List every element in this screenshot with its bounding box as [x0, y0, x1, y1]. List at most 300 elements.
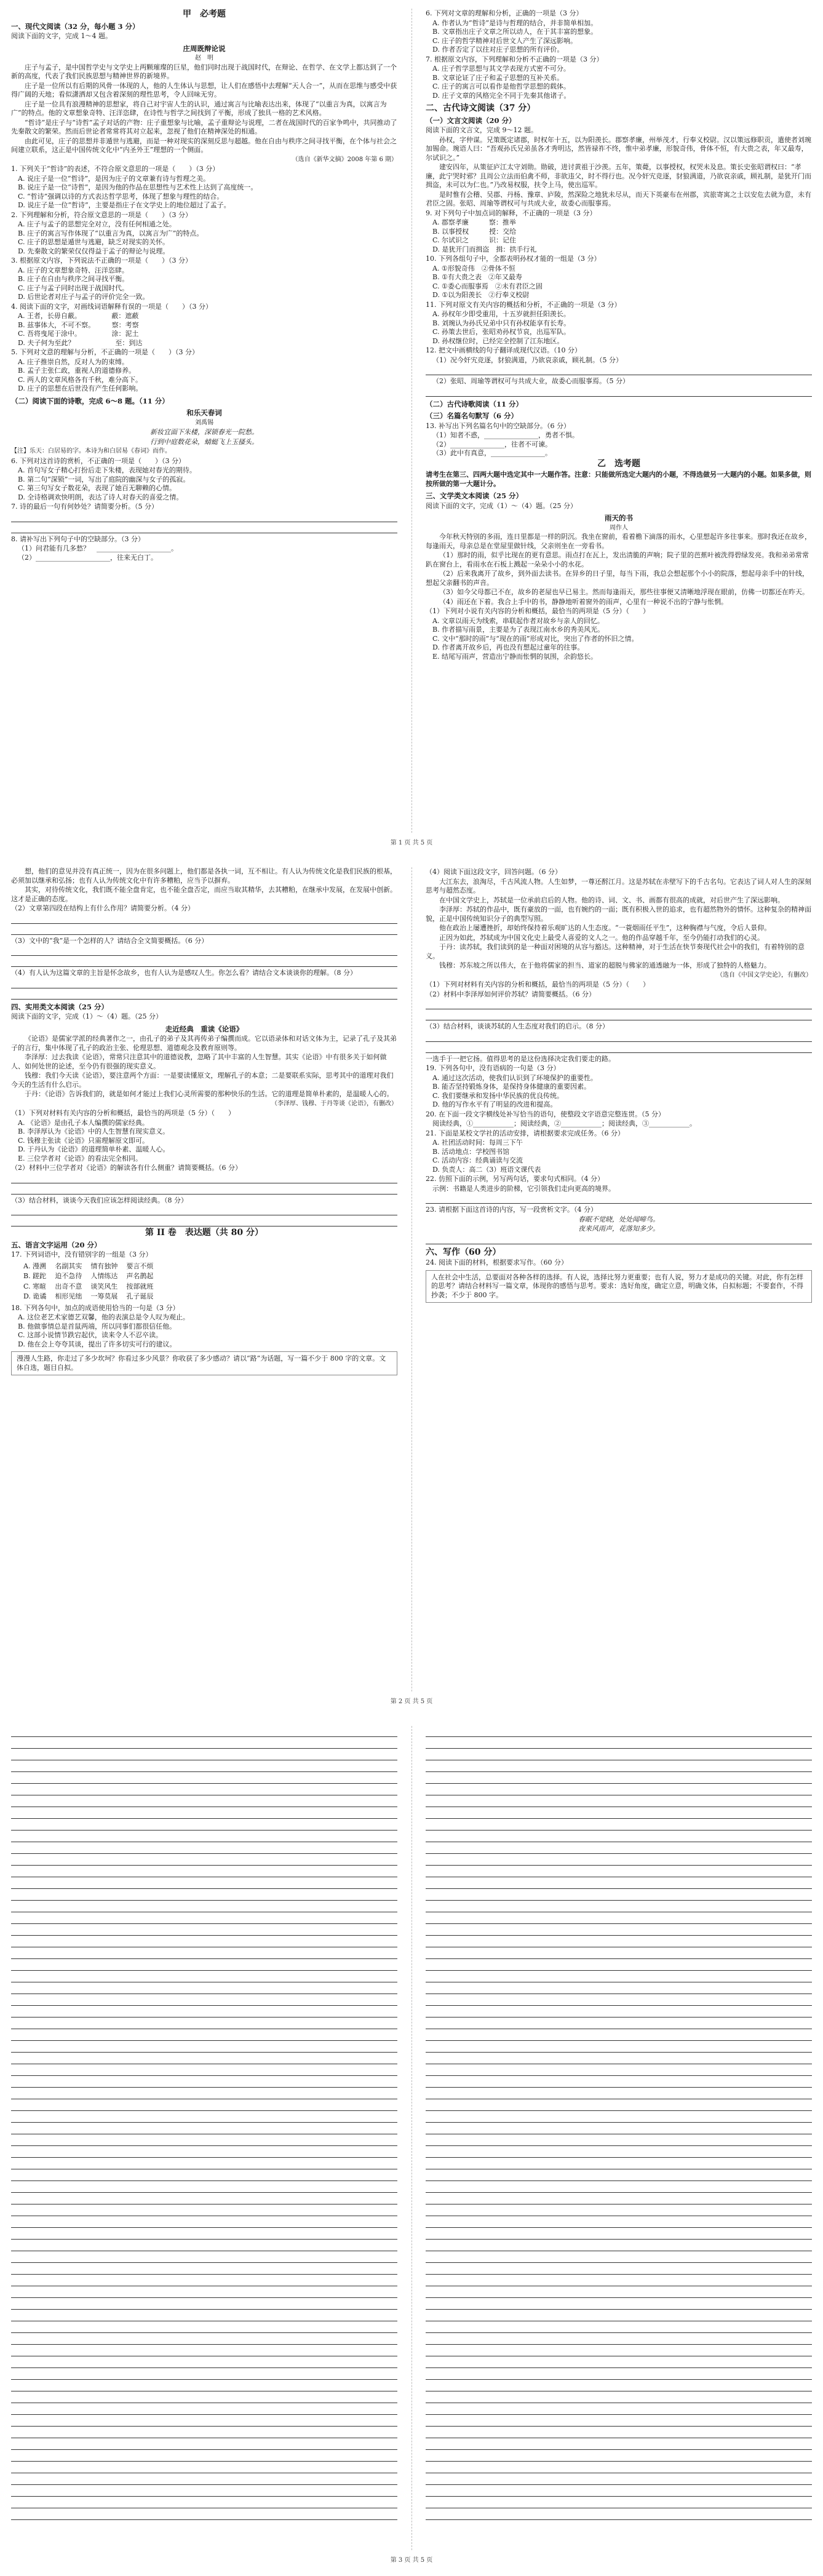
- option: B. 能否坚持锻炼身体，是保持身体健康的重要因素。: [432, 1083, 591, 1091]
- option: B. ①有大贵之表 ②年又最寿: [432, 273, 522, 281]
- answer-line: [11, 1996, 397, 2006]
- answer-line: [426, 2043, 812, 2053]
- table-row: [23, 1282, 162, 1292]
- answer-line: [11, 958, 397, 967]
- answer-line: [11, 2054, 397, 2064]
- answer-line: [426, 2475, 812, 2485]
- answer-line: [11, 1774, 397, 1784]
- option: D. 庄子文章的风格完全不同于先秦其他诸子。: [432, 91, 571, 100]
- answer-line: [11, 1891, 397, 1901]
- answer-line: [11, 2136, 397, 2146]
- translation-item: （1）况今奸宄竞逐，豺狼满道，乃欲哀亲戚，顾礼制。（5 分）: [432, 356, 622, 364]
- answer-line: [426, 2008, 812, 2017]
- option: A. 庄子哲学思想与其文学表现方式密不可分。: [432, 65, 570, 73]
- answer-line: [11, 1206, 397, 1215]
- question: 13. 补写出下列名篇名句中的空缺部分。（6 分）: [426, 421, 570, 430]
- answer-line: [11, 2452, 397, 2462]
- answer-line: [426, 1844, 812, 1854]
- answer-line: [426, 1832, 812, 1842]
- answer-line: [426, 1821, 812, 1831]
- story-paragraph: （4）雨还在下着。我合上手中的书，静静地听着窗外的雨声，心里有一种说不出的宁静与怅惘。: [439, 597, 728, 606]
- option: A. 说庄子是一位“哲诗”，是因为庄子的文章兼有诗与哲理之美。: [18, 174, 210, 183]
- answer-line: [11, 2101, 397, 2111]
- answer-line: [426, 2463, 812, 2473]
- article-paragraph: 由此可见，庄子的思想并非遁世与逃避，而是一种对现实的深刻反思与超越。他在自由与秩序之间寻找平衡，在个体与社会之间建立联系，这正是中国传统文化中“内圣外王”理想的一个侧面。: [11, 137, 397, 154]
- article-title: 庄周既辩论说: [183, 44, 226, 53]
- part-two-title: 第 II 卷 表达题（共 80 分）: [145, 1228, 264, 1238]
- essay-prompt-box: [426, 1270, 812, 1303]
- section-heading: 三、文学类文本阅读（25 分）: [426, 491, 523, 500]
- answer-line: [426, 2312, 812, 2321]
- answer-line: [11, 2382, 397, 2391]
- option: C. 第三句写女子数花朵，表现了她百无聊赖的心情。: [18, 484, 177, 492]
- sentence: 一选手于一把它扬。值得思考的是这份选择决定我们要走的路。: [426, 1054, 615, 1063]
- answer-line: [426, 2487, 812, 2497]
- translation-item: （2）张昭、周瑜等谓权可与共成大业，故委心而服事焉。（5 分）: [432, 377, 629, 385]
- subsection-heading: （一）文言文阅读（20 分）: [426, 116, 516, 125]
- answer-line: [426, 2019, 812, 2029]
- answer-line: [426, 2370, 812, 2380]
- option: D. 负责人：高二（3）班语文课代表: [432, 1165, 541, 1174]
- question: 6. 下列对这首诗的赏析，不正确的一项是（ ）（3 分）: [11, 456, 185, 465]
- option: B. 庄子在自由与秩序之间寻找平衡。: [18, 275, 129, 283]
- word-options-table: [23, 1262, 162, 1302]
- answer-line: [11, 2265, 397, 2275]
- article-source: （选自《新华文摘》2008 年第 6 期）: [292, 156, 397, 163]
- page-number: 第 2 页 共 5 页: [390, 1698, 433, 1705]
- option: C. 庄子与孟子同时出现于战国时代。: [18, 284, 129, 292]
- answer-line: [11, 2335, 397, 2345]
- answer-line: [426, 2066, 812, 2076]
- example-text: 示例：书籍是人类进步的阶梯，它引领我们走向更高的境界。: [432, 1184, 615, 1193]
- answer-line: [426, 1011, 812, 1020]
- answer-line: [11, 2183, 397, 2193]
- answer-line: [11, 2276, 397, 2286]
- question: （2）文章第四段在结构上有什么作用？请简要分析。（4 分）: [11, 904, 194, 912]
- table-cell: 出奇不意: [55, 1282, 82, 1290]
- answer-line: [426, 2276, 812, 2286]
- passage-paragraph: 在中国文学史上，苏轼是一位承前启后的人物。他的诗、词、文、书、画都有很高的成就，对后世产生了深远影响。: [439, 896, 784, 904]
- table-cell: 声名鹊起: [126, 1272, 154, 1280]
- option: D. 夫子何为至此？ 至：到达: [18, 338, 143, 347]
- table-cell: D. 诡谲: [23, 1292, 47, 1300]
- answer-line: [426, 2218, 812, 2228]
- answer-line: [11, 926, 397, 935]
- option: D. 庄子的思想在后世没有产生任何影响。: [18, 384, 143, 392]
- question: 22. 仿照下面的示例，另写两句话，要求句式相同。（4 分）: [426, 1175, 604, 1183]
- answer-line: [11, 2008, 397, 2017]
- article-paragraph: 庄子是一位具有浪漫精神的思想家，将自己对宇宙人生的认识，通过寓言与比喻表达出来，体现了“以重言为真，以寓言为广”的特点。他的文章想象奇特、汪洋恣肆，在诗性与哲学之间找到了平衡，形成了独具一格的艺术风格。: [11, 100, 387, 117]
- answer-line: [11, 2288, 397, 2298]
- answer-line: [426, 1786, 812, 1795]
- answer-line: [426, 1033, 812, 1042]
- answer-line: [426, 2195, 812, 2204]
- answer-line: [426, 1879, 812, 1889]
- question: 18. 下列各句中，加点的成语使用恰当的一句是（3 分）: [11, 1303, 180, 1312]
- fill-item: （1）问君能有几多愁？ ______________________。: [18, 544, 178, 552]
- option: B. 文章论证了庄子和孟子思想的互补关系。: [432, 73, 564, 82]
- fill-item: （2）______________________，往来无白丁。: [18, 553, 157, 562]
- essay-prompt-box: [11, 1351, 397, 1375]
- table-cell: 一筹莫展: [90, 1292, 118, 1300]
- answer-line: [11, 915, 397, 924]
- answer-line: [11, 2300, 397, 2310]
- page1-left-column: [11, 9, 397, 833]
- answer-line: [426, 2323, 812, 2333]
- option: D. 作者否定了以往对庄子思想的所有评价。: [432, 46, 564, 54]
- answer-line: [426, 2136, 812, 2146]
- table-cell: 谈笑风生: [90, 1282, 118, 1290]
- answer-line: [11, 2370, 397, 2380]
- answer-line: [426, 2440, 812, 2450]
- answer-line: [426, 2054, 812, 2064]
- passage-paragraph: 李泽厚：苏轼的作品中，既有豪放的一面，也有婉约的一面；既有积极入世的追求，也有超然物外的情怀。这种复杂的精神面貌，正是中国传统知识分子的典型写照。: [426, 905, 811, 923]
- answer-line: [11, 2498, 397, 2508]
- section-heading: 五、语言文字运用（20 分）: [11, 1240, 101, 1249]
- answer-line: [11, 2078, 397, 2088]
- fill-item: （3）此中有真意，________________。: [432, 449, 552, 457]
- answer-line: [426, 2241, 812, 2251]
- answer-line: [426, 2300, 812, 2310]
- answer-line: [426, 2417, 812, 2427]
- poem-line: 新妆宜面下朱楼，深锁春光一院愁。: [150, 428, 258, 436]
- table-cell: A. 漫溯: [23, 1262, 46, 1270]
- answer-line: [426, 2031, 812, 2041]
- exam-title: 甲 必考题: [183, 9, 226, 19]
- answer-line: [426, 1762, 812, 1772]
- option: D. 孙权继位时，已经完全控制了江东地区。: [432, 336, 564, 345]
- question: 4. 阅读下面的文字，对画线词语解释有误的一项是（ ）（3 分）: [11, 302, 212, 311]
- answer-line: [11, 1949, 397, 1959]
- answer-line: [11, 2148, 397, 2158]
- option: C. 庄子的寓言可以看作是他哲学思想的载体。: [432, 82, 571, 90]
- answer-line: [11, 947, 397, 956]
- answer-line: [11, 1902, 397, 1912]
- answer-line: [426, 2160, 812, 2169]
- option: A. 王者，长毋自蔽。 蔽：遮蔽: [18, 312, 139, 320]
- answer-line: [426, 1914, 812, 1924]
- answer-line: [11, 2253, 397, 2263]
- answer-line: [11, 2195, 397, 2204]
- answer-line: [11, 2347, 397, 2356]
- answer-line: [426, 1984, 812, 1994]
- answer-line: [426, 2510, 812, 2520]
- answer-line: [11, 1217, 397, 1226]
- option: B. 孟子主张仁政，重视人的道德修养。: [18, 367, 136, 375]
- answer-line: [11, 2393, 397, 2403]
- answer-line: [11, 1832, 397, 1842]
- option: A. 作者认为“哲诗”是诗与哲理的结合，并非简单相加。: [432, 18, 598, 27]
- section-intro: 阅读下面的文字，完成 1～4 题。: [11, 32, 112, 40]
- answer-line: [426, 1961, 812, 1971]
- answer-line: [11, 2487, 397, 2497]
- option: C. 庄子的哲学精神对后世文人产生了深远影响。: [432, 36, 578, 45]
- option: C. 文中“那时的雨”与“现在的雨”形成对比，突出了作者的怀旧之情。: [432, 634, 638, 643]
- option: C. 吾将曳尾于涂中。 涂：泥土: [18, 330, 139, 338]
- answer-line: [11, 1174, 397, 1183]
- answer-line: [11, 1727, 397, 1737]
- report-paragraph: 于丹：《论语》告诉我们的，就是如何才能过上我们心灵所需要的那种快乐的生活。它的道理是简单朴素的，是温暖人心的。: [25, 1090, 394, 1098]
- answer-line: [426, 1809, 812, 1819]
- answer-line: [11, 2089, 397, 2099]
- report-source: （李泽厚、钱穆、于丹等谈《论语》，有删改）: [271, 1100, 397, 1107]
- option: B. 他做事情总是首鼠两端，所以同事们都很信任他。: [18, 1322, 177, 1330]
- option: B. 庄子的寓言写作体现了“以重言为真，以寓言为广”的特点。: [18, 229, 204, 237]
- story-paragraph: （2）后来我离开了故乡，到外面去读书。在异乡的日子里，每当下雨，我总会想起那个小小的院落，想起母亲手中的针线，想起父亲翻书的声音。: [426, 570, 809, 587]
- answer-line: [11, 1809, 397, 1819]
- answer-line: [426, 1949, 812, 1959]
- answer-line: [11, 2323, 397, 2333]
- question: 20. 在下面一段文字横线处补写恰当的语句，使整段文字语意完整连贯。（5 分）: [426, 1110, 665, 1118]
- table-cell: 人情练达: [90, 1272, 118, 1280]
- article-paragraph: 庄子是一位所以有后期的风骨一体现的人，他的人生体认与思想，让人们在感悟中去理解“天人合一”，从而在思维与感受中获得广阔的天地；看似潇洒却又包含着深刻的理性思考，令人回味无穷。: [11, 81, 397, 98]
- option: A. 《论语》是由孔子本人编撰的儒家经典。: [18, 1118, 149, 1127]
- option: C. ①委心而服事焉 ②未有君臣之固: [432, 282, 543, 290]
- answer-line: [426, 1973, 812, 1982]
- answer-line: [11, 2475, 397, 2485]
- answer-line: [11, 2440, 397, 2450]
- answer-line: [11, 1762, 397, 1772]
- option: D. 全诗格调欢快明朗，表达了诗人对春天的喜爱之情。: [18, 493, 183, 501]
- answer-line: [426, 1000, 812, 1009]
- subsection-heading: （三）名篇名句默写（6 分）: [426, 411, 519, 420]
- passage-source: （选自《中国文学史论》，有删改）: [717, 971, 812, 979]
- section-intro: 阅读下面的文字，完成（1）～（4）题。（25 分）: [426, 501, 577, 510]
- option: D. 先秦散文的繁荣仅仅得益于孟子的辩论与说理。: [18, 247, 170, 255]
- subsection-heading: （二）古代诗歌阅读（11 分）: [426, 399, 523, 408]
- table-cell: 相形见绌: [55, 1292, 82, 1300]
- article-author: 赵 明: [195, 55, 213, 62]
- option: D. 他的写作水平有了明显的改进和提高。: [432, 1100, 557, 1108]
- option: C. 这部小说情节跌宕起伏，读来令人不忍卒读。: [18, 1331, 163, 1339]
- option: A. 庄子与孟子的思想完全对立，没有任何相通之处。: [18, 220, 176, 228]
- classical-paragraph: 是时惟有会稽、吴郡、丹杨、豫章、庐陵，然深险之地犹未尽从，而天下英豪布在州郡，宾旅寄寓之士以安危去就为意，未有君臣之固。张昭、周瑜等谓权可与共成大业，故委心而服事焉。: [426, 190, 811, 207]
- option: C. 庄子的思想是遁世与逃避，缺乏对现实的关怀。: [18, 238, 170, 246]
- option: A. 首句写女子精心打扮后走下朱楼，表现她对春光的期待。: [18, 466, 196, 474]
- report-paragraph: 李泽厚：过去我读《论语》，常常只注意其中的道德说教，忽略了其中丰富的人生智慧。其实《论语》中有很多关于如何做人、如何处世的论述，至今仍有很强的现实意义。: [11, 1053, 387, 1070]
- option: D. 于丹认为《论语》的道理简单朴素、温暖人心。: [18, 1145, 170, 1153]
- answer-line: [11, 513, 397, 522]
- question: 6. 下列对文章的理解和分析，正确的一项是（3 分）: [426, 9, 583, 17]
- question: 9. 对下列句子中加点词的解释，不正确的一项是（3 分）: [426, 209, 597, 217]
- answer-line: [426, 2183, 812, 2193]
- option: C. 活动内容：经典诵读与交流: [432, 1156, 523, 1164]
- answer-line: [11, 2160, 397, 2169]
- answer-line: [11, 2463, 397, 2473]
- section-heading: 四、实用类文本阅读（25 分）: [11, 1002, 109, 1011]
- section-heading: 一、现代文阅读（32 分，每小题 3 分）: [11, 22, 140, 31]
- classical-paragraph: 孙权，字仲谋。兄策既定诸郡，时权年十五，以为阳羡长。郡察孝廉，州举茂才，行奉义校尉。汉以策远修职贡，遣使者刘琬加锡命。琬语人曰：“吾观孙氏兄弟虽各才秀明达，然皆禄祚不终，惟中弟孝廉，形貌奇伟，骨体不恒，有大贵之表，年又最寿，尔试识之。”: [426, 135, 811, 162]
- elective-title: 乙 选考题: [597, 458, 640, 469]
- answer-line: [426, 2428, 812, 2438]
- answer-line: [426, 1235, 812, 1244]
- option: D. 作者离开故乡后，再也没有想起过童年的往事。: [432, 643, 584, 651]
- question: 21. 下面是某校文学社的活动安排，请根据要求完成任务。（6 分）: [426, 1129, 624, 1137]
- table-cell: C. 寒暄: [23, 1282, 47, 1290]
- answer-line: [11, 2428, 397, 2438]
- answer-line: [11, 2206, 397, 2216]
- passage-paragraph: 于丹：读苏轼，我们读到的是一种面对困境的从容与豁达。这种精神，对于生活在快节奏现代社会中的我们，有着特别的意义。: [426, 943, 805, 960]
- answer-line: [11, 1751, 397, 1760]
- option: B. 活动地点：学校图书馆: [432, 1147, 510, 1156]
- poem-line: 春眠不觉晓，处处闻啼鸟。: [578, 1215, 659, 1223]
- option: C. 孙策去世后，张昭劝孙权节哀，出巡军队。: [432, 328, 571, 336]
- answer-line: [426, 1739, 812, 1749]
- question: 7. 根据原文内容，下列理解和分析不正确的一项是（3 分）: [426, 55, 603, 63]
- answer-line: [11, 1797, 397, 1807]
- section-heading: 六、写作（60 分）: [426, 1247, 501, 1257]
- option: B. 刘琬认为孙氏兄弟中只有孙权能享有长寿。: [432, 319, 571, 327]
- option: D. 是犹开门而揖盗 揖：拱手行礼: [432, 245, 537, 253]
- answer-line: [11, 2171, 397, 2181]
- table-row: [23, 1262, 162, 1272]
- option: C. 两人的文章风格各有千秋，难分高下。: [18, 375, 143, 384]
- answer-line: [426, 2113, 812, 2123]
- answer-line: [11, 1973, 397, 1982]
- answer-line: [11, 1786, 397, 1795]
- page3-right-column: [426, 1726, 812, 2550]
- question: （1）下列对材料有关内容的分析和概括，最恰当的两项是（5 分）（ ）: [11, 1109, 235, 1117]
- answer-line: [426, 2253, 812, 2263]
- page2-right-column: [426, 867, 812, 1691]
- option: D. 说庄子是一位“哲诗”，主要是指庄子在文学史上的地位超过了孟子。: [18, 201, 231, 209]
- table-cell: 情有独钟: [90, 1262, 118, 1270]
- report-paragraph: 《论语》是儒家学派的经典著作之一，由孔子的弟子及其再传弟子编撰而成。它以语录体和对话文体为主，记录了孔子及其弟子的言行，集中体现了孔子的政治主张、伦理思想、道德观念及教育原则等。: [11, 1035, 397, 1052]
- question: 11. 下列对原文有关内容的概括和分析，不正确的一项是（3 分）: [426, 300, 621, 309]
- answer-line: [426, 2288, 812, 2298]
- option: D. 后世论者对庄子与孟子的评价完全一致。: [18, 293, 149, 301]
- essay-prompt-text: 漫漫人生路，你走过了多少坎坷？你看过多少风景？你收获了多少感动？请以“路”为话题，写一篇不少于 800 字的文章。文体自选，题目自拟。: [17, 1354, 386, 1372]
- fill-item: （1）知者不惑，________________，勇者不惧。: [432, 431, 579, 439]
- answer-line: [11, 1844, 397, 1854]
- answer-line: [426, 2265, 812, 2275]
- option: B. 说庄子是一位“诗哲”，是因为他的作品在思想性与艺术性上达到了高度统一。: [18, 183, 258, 191]
- answer-line: [11, 2019, 397, 2029]
- answer-line: [11, 2312, 397, 2321]
- answer-line: [426, 2230, 812, 2240]
- question: （3）结合材料，谈谈苏轼的人生态度对我们的启示。（8 分）: [426, 1022, 609, 1030]
- fill-text: 阅读经典，①____________；阅读经典，②____________；阅读经典，③____________。: [432, 1119, 696, 1127]
- passage-paragraph: 其实，对待传统文化，我们既不能全盘肯定，也不能全盘否定，而应当取其精华，去其糟粕，在继承中发展，在发展中创新。这才是正确的态度。: [11, 886, 397, 903]
- answer-line: [11, 979, 397, 988]
- answer-line: [11, 2066, 397, 2076]
- option: B. 李泽厚认为《论语》中的人生智慧有现实意义。: [18, 1127, 170, 1135]
- answer-line: [11, 2230, 397, 2240]
- table-row: [23, 1292, 162, 1302]
- answer-line: [11, 1879, 397, 1889]
- question: 24. 阅读下面的材料，根据要求写作。（60 分）: [426, 1258, 568, 1266]
- answer-line: [426, 1856, 812, 1866]
- answer-line: [11, 2043, 397, 2053]
- answer-line: [11, 1961, 397, 1971]
- question: 1. 下列关于“哲诗”的表述，不符合原文意思的一项是（ ）（3 分）: [11, 165, 220, 173]
- answer-line: [426, 2405, 812, 2415]
- option: A. 文章以雨天为线索，串联起作者对故乡与亲人的回忆。: [432, 616, 604, 625]
- answer-line: [426, 2498, 812, 2508]
- report-title: 走近经典 重读《论语》: [165, 1024, 244, 1033]
- answer-line: [11, 2358, 397, 2368]
- answer-line: [426, 1797, 812, 1807]
- answer-line: [11, 1926, 397, 1936]
- answer-line: [11, 1856, 397, 1866]
- question: （1）下列对材料有关内容的分析和概括，最恰当的两项是（5 分）（ ）: [426, 980, 650, 988]
- option: A. 庄子推崇自然，反对人为的束缚。: [18, 357, 129, 366]
- option: B. 以事授权 授：交给: [432, 227, 517, 236]
- question: （3）结合材料，谈谈今天我们应该怎样阅读经典。（8 分）: [11, 1196, 188, 1204]
- option: A. 孙权年少即受重用，十五岁就担任阳羡长。: [432, 310, 570, 318]
- option: B. 文章指出庄子文章之所以动人，在于其丰富的想象。: [432, 28, 598, 36]
- option: C. 我们要继承和发扬中华民族的优良传统。: [432, 1091, 564, 1100]
- passage-paragraph: 正因为如此，苏轼成为中国文化史上最受人喜爱的文人之一。他的作品穿越千年，至今仍能打动我们的心灵。: [439, 933, 764, 942]
- table-cell: 按部就班: [126, 1282, 154, 1290]
- poem-author: 刘禹锡: [195, 419, 213, 426]
- option: A. 郡察孝廉 察：推举: [432, 218, 516, 226]
- story-title: 雨天的书: [605, 514, 633, 522]
- answer-line: [11, 990, 397, 1000]
- answer-line: [426, 2335, 812, 2345]
- answer-line: [426, 2089, 812, 2099]
- table-cell: B. 蹉跎: [23, 1272, 47, 1280]
- table-cell: 名副其实: [55, 1262, 82, 1270]
- page2-left-column: [11, 867, 397, 1691]
- story-author: 周作人: [610, 524, 628, 531]
- option: A. 庄子的文章想象奇特、汪洋恣肆。: [18, 266, 129, 274]
- answer-line: [11, 2405, 397, 2415]
- answer-line: [11, 2417, 397, 2427]
- answer-line: [426, 2148, 812, 2158]
- question: （3）文中的“我”是一个怎样的人？请结合全文简要概括。（6 分）: [11, 936, 209, 945]
- answer-line: [426, 1938, 812, 1947]
- answer-line: [11, 1938, 397, 1947]
- option: C. 钱穆主张读《论语》只需理解原文即可。: [18, 1136, 149, 1145]
- question: 2. 下列理解和分析，符合原文意思的一项是（ ）（3 分）: [11, 210, 192, 219]
- story-paragraph: （3）如今父母都已不在，故乡的老屋也早已易主。然而每逢雨天，那些往事便又清晰地浮现在眼前，仿佛一切都还在昨天。: [439, 588, 809, 596]
- section-intro: 阅读下面的文言文，完成 9～12 题。: [426, 126, 538, 134]
- article-paragraph: “哲诗”是庄子与“诗哲”孟子对话的产物：庄子重想象与比喻，孟子重辩论与说理，二者在战国时代的百家争鸣中，共同推动了先秦散文的繁荣。然而后世论者常常将其对立起来，忽视了他们在精神深处的相通。: [11, 118, 397, 135]
- article-paragraph: 庄子与孟子，是中国哲学史与文学史上两颗璀璨的巨星，他们同时出现于战国时代，在辩论、在哲学、在文学上都达到了一个新的高度，代表了我们民族思想与精神世界的新境界。: [11, 63, 397, 80]
- table-row: [23, 1271, 162, 1282]
- answer-line: [426, 366, 812, 375]
- question: 23. 请根据下面这首诗的内容，写一段赏析文字。（4 分）: [426, 1206, 597, 1214]
- answer-line: [426, 2393, 812, 2403]
- passage-paragraph: 他在政治上屡遭挫折，却始终保持着乐观旷达的人生态度。“一蓑烟雨任平生”，这种胸襟与气度，令后人景仰。: [439, 924, 771, 932]
- answer-line: [426, 2382, 812, 2391]
- poem-note: 【注】乐天：白居易的字。本诗为和白居易《春词》而作。: [11, 448, 171, 455]
- answer-line: [426, 1867, 812, 1877]
- section-intro: 阅读下面的文字，完成（1）～（4）题。（25 分）: [11, 1012, 162, 1020]
- option: B. 兹事体大，不可不察。 察：考察: [18, 320, 139, 329]
- section-heading: 二、古代诗文阅读（37 分）: [426, 103, 536, 113]
- option: A. ①形貌奇伟 ②骨体不恒: [432, 264, 515, 272]
- question: 17. 下列词语中，没有错别字的一组是（3 分）: [11, 1250, 153, 1258]
- answer-line: [11, 2125, 397, 2134]
- poem-line: 行到中庭数花朵，蜻蜓飞上玉搔头。: [150, 437, 258, 446]
- answer-line: [426, 2347, 812, 2356]
- option: C. “哲诗”强调以诗的方式表达哲学思考，体现了想象与理性的结合。: [18, 192, 224, 201]
- classical-paragraph: 建安四年，从策征庐江太守刘勋。勋破，进讨黄祖于沙羡。五年，策薨，以事授权，权哭未及息。策长史张昭谓权曰：“孝廉，此宁哭时邪？且周公立法而伯禽不师，非欲违父，时不得行也。况今奸宄竞逐，豺狼满道，乃欲哀亲戚，顾礼制，是犹开门而揖盗，未可以为仁也。”乃改易权服，扶令上马，使出巡军。: [426, 163, 811, 189]
- page3-left-column: [11, 1726, 397, 2550]
- answer-line: [11, 1739, 397, 1749]
- question: 5. 下列对文意的理解与分析，不正确的一项是（ ）（3 分）: [11, 348, 199, 356]
- essay-prompt-text: 人在社会中生活，总要面对各种各样的选择。有人说，选择比努力更重要；也有人说，努力才是成功的关键。对此，你有怎样的思考？请结合材料写一篇文章，体现你的感悟与思考。要求：选好角度，确定立意，明确文体，自拟标题；不要套作，不得抄袭；不少于 800 字。: [431, 1273, 803, 1299]
- story-paragraph: （1）那时的雨，似乎比现在的更有意思。雨点打在瓦上，发出清脆的声响；院子里的芭蕉叶被洗得碧绿发亮。我和弟弟常常趴在窗台上，看雨水在石板上溅起一朵朵小小的水花。: [426, 551, 809, 568]
- answer-line: [11, 524, 397, 533]
- fill-item: （2）________________，往者不可谏。: [432, 440, 552, 448]
- answer-line: [426, 1751, 812, 1760]
- answer-line: [426, 1996, 812, 2006]
- question: （2）材料中李泽厚如何评价苏轼？请简要概括。（6 分）: [426, 990, 595, 998]
- question: 12. 把文中画横线的句子翻译成现代汉语。（10 分）: [426, 346, 581, 354]
